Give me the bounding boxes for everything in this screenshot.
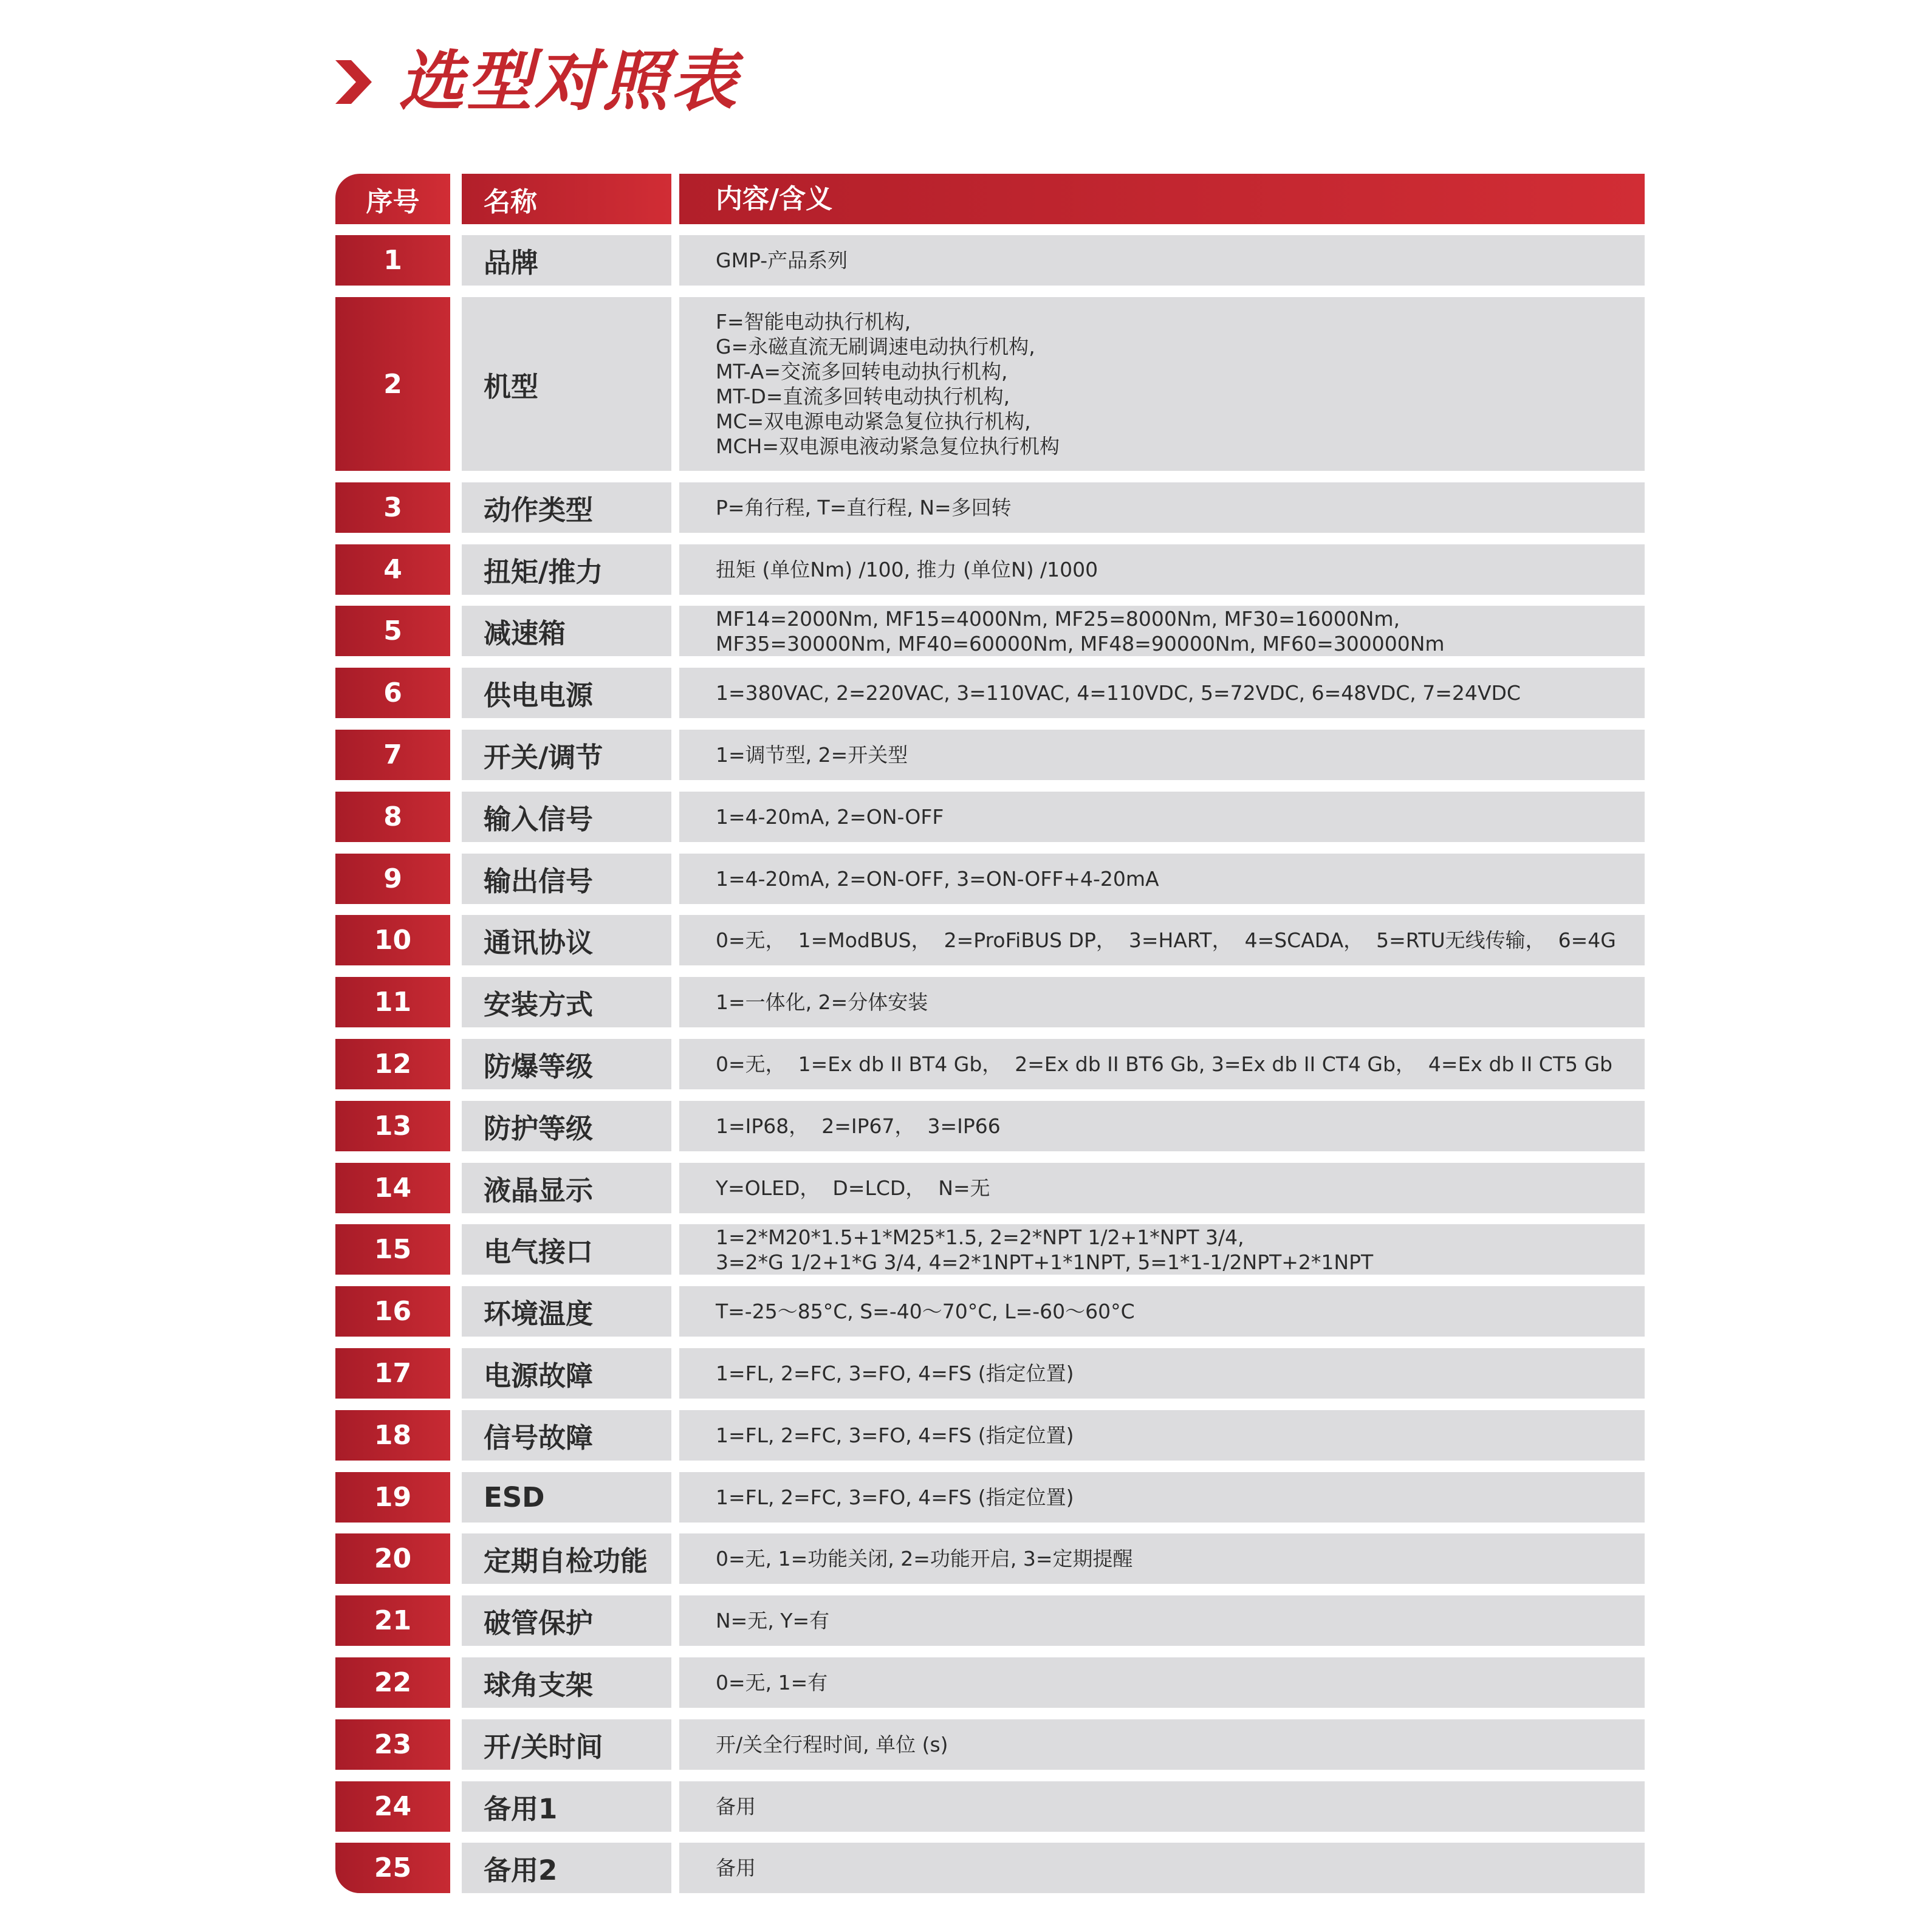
content-line: 1=4-20mA, 2=ON-OFF, 3=ON-OFF+4-20mA <box>716 867 1159 891</box>
row-content <box>679 1843 1645 1893</box>
row-num: 17 <box>335 1348 450 1399</box>
content-line: P=角行程, T=直行程, N=多回转 <box>716 496 1012 519</box>
row-num: 7 <box>335 730 450 780</box>
row-name: 减速箱 <box>462 606 671 656</box>
row-num: 14 <box>335 1163 450 1213</box>
row-num: 2 <box>335 297 450 471</box>
row-content <box>679 235 1645 286</box>
row-content <box>679 1719 1645 1770</box>
content-line: MF35=30000Nm, MF40=60000Nm, MF48=90000Nm, MF60=300000Nm <box>716 631 1445 656</box>
row-content <box>679 482 1645 533</box>
row-num: 11 <box>335 977 450 1027</box>
row-content <box>679 854 1645 904</box>
row-num: 22 <box>335 1657 450 1708</box>
row-num: 8 <box>335 792 450 842</box>
content-line: 开/关全行程时间, 单位 (s) <box>716 1733 948 1756</box>
content-line: MF14=2000Nm, MF15=4000Nm, MF25=8000Nm, MF30=16000Nm, <box>716 606 1400 631</box>
content-line: 1=FL, 2=FC, 3=FO, 4=FS (指定位置) <box>716 1362 1074 1385</box>
row-content <box>679 544 1645 595</box>
row-content <box>679 915 1645 965</box>
content-line: 0=无, 1=功能关闭, 2=功能开启, 3=定期提醒 <box>716 1547 1133 1571</box>
row-num: 9 <box>335 854 450 904</box>
content-line: 1=一体化, 2=分体安装 <box>716 990 928 1014</box>
row-name: 液晶显示 <box>462 1163 671 1213</box>
content-line: 1=4-20mA, 2=ON-OFF <box>716 805 944 829</box>
content-line: 0=无, 1=有 <box>716 1671 828 1694</box>
content-line: 0=无， 1=ModBUS， 2=ProFiBUS DP， 3=HART， 4=SCADA， 5=RTU无线传输， 6=4G <box>716 928 1616 952</box>
row-name: 电气接口 <box>462 1224 671 1275</box>
row-content <box>679 730 1645 780</box>
row-content <box>679 606 1645 656</box>
content-line: 1=IP68， 2=IP67， 3=IP66 <box>716 1114 1001 1138</box>
row-name: 防爆等级 <box>462 1039 671 1089</box>
row-name: 定期自检功能 <box>462 1533 671 1584</box>
row-content <box>679 1595 1645 1646</box>
row-num: 1 <box>335 235 450 286</box>
row-name: 扭矩/推力 <box>462 544 671 595</box>
content-line: 1=2*M20*1.5+1*M25*1.5, 2=2*NPT 1/2+1*NPT 3/4, <box>716 1225 1244 1249</box>
row-name: 电源故障 <box>462 1348 671 1399</box>
row-name: 安装方式 <box>462 977 671 1027</box>
header-content: 内容/含义 <box>679 174 1645 224</box>
row-name: 备用2 <box>462 1843 671 1893</box>
row-content <box>679 1781 1645 1832</box>
row-name: 动作类型 <box>462 482 671 533</box>
row-name: 输入信号 <box>462 792 671 842</box>
row-name: 开关/调节 <box>462 730 671 780</box>
row-name: 备用1 <box>462 1781 671 1832</box>
content-line: 0=无， 1=Ex db II BT4 Gb， 2=Ex db II BT6 Gb, 3=Ex db II CT4 Gb， 4=Ex db II CT5 Gb <box>716 1052 1612 1076</box>
content-line: 1=380VAC, 2=220VAC, 3=110VAC, 4=110VDC, 5=72VDC, 6=48VDC, 7=24VDC <box>716 681 1521 705</box>
row-name: 防护等级 <box>462 1101 671 1151</box>
row-num: 10 <box>335 915 450 965</box>
row-name: 供电电源 <box>462 668 671 718</box>
row-content <box>679 1286 1645 1337</box>
header-name: 名称 <box>462 174 671 224</box>
content-line: GMP-产品系列 <box>716 248 848 272</box>
row-num: 19 <box>335 1472 450 1523</box>
row-num: 16 <box>335 1286 450 1337</box>
row-name: 破管保护 <box>462 1595 671 1646</box>
content-line: F=智能电动执行机构, <box>716 310 911 334</box>
content-line: G=永磁直流无刷调速电动执行机构, <box>716 335 1035 358</box>
content-line: MT-D=直流多回转电动执行机构, <box>716 385 1010 408</box>
row-num: 23 <box>335 1719 450 1770</box>
content-line: MCH=双电源电液动紧急复位执行机构 <box>716 434 1060 458</box>
row-num: 21 <box>335 1595 450 1646</box>
row-num: 12 <box>335 1039 450 1089</box>
content-line: 备用 <box>716 1795 756 1818</box>
content-line: 1=FL, 2=FC, 3=FO, 4=FS (指定位置) <box>716 1485 1074 1509</box>
row-num: 4 <box>335 544 450 595</box>
content-line: 3=2*G 1/2+1*G 3/4, 4=2*1NPT+1*1NPT, 5=1*1-1/2NPT+2*1NPT <box>716 1250 1374 1274</box>
row-content <box>679 1410 1645 1461</box>
row-name: 球角支架 <box>462 1657 671 1708</box>
row-content <box>679 1657 1645 1708</box>
header-num: 序号 <box>335 174 450 224</box>
row-name: 品牌 <box>462 235 671 286</box>
row-num: 24 <box>335 1781 450 1832</box>
row-name: 通讯协议 <box>462 915 671 965</box>
content-line: 备用 <box>716 1856 756 1880</box>
row-content <box>679 1039 1645 1089</box>
content-line: N=无, Y=有 <box>716 1609 830 1632</box>
row-num: 6 <box>335 668 450 718</box>
row-num: 25 <box>335 1843 450 1893</box>
row-content <box>679 1101 1645 1151</box>
row-content <box>679 1533 1645 1584</box>
row-name: 输出信号 <box>462 854 671 904</box>
row-num: 20 <box>335 1533 450 1584</box>
row-content <box>679 1163 1645 1213</box>
row-name: 机型 <box>462 297 671 471</box>
row-name: 环境温度 <box>462 1286 671 1337</box>
row-num: 15 <box>335 1224 450 1275</box>
row-name: ESD <box>462 1472 671 1523</box>
row-content <box>679 668 1645 718</box>
row-content <box>679 297 1645 471</box>
title-bar <box>333 43 739 122</box>
row-num: 3 <box>335 482 450 533</box>
page-title: 选型对照表 <box>399 44 739 120</box>
content-line: 1=调节型, 2=开关型 <box>716 743 908 767</box>
row-num: 18 <box>335 1410 450 1461</box>
content-line: MT-A=交流多回转电动执行机构, <box>716 360 1008 383</box>
content-line: MC=双电源电动紧急复位执行机构, <box>716 409 1031 433</box>
row-name: 开/关时间 <box>462 1719 671 1770</box>
row-content <box>679 1224 1645 1275</box>
content-line: 1=FL, 2=FC, 3=FO, 4=FS (指定位置) <box>716 1423 1074 1447</box>
row-content <box>679 792 1645 842</box>
row-num: 13 <box>335 1101 450 1151</box>
row-content <box>679 1472 1645 1523</box>
row-name: 信号故障 <box>462 1410 671 1461</box>
row-num: 5 <box>335 606 450 656</box>
content-line: T=-25～85°C, S=-40～70°C, L=-60～60°C <box>716 1300 1135 1323</box>
content-line: 扭矩 (单位Nm) /100, 推力 (单位N) /1000 <box>716 558 1098 581</box>
row-content <box>679 1348 1645 1399</box>
content-line: Y=OLED， D=LCD， N=无 <box>716 1176 990 1200</box>
chevron-right-icon <box>333 59 374 105</box>
row-content <box>679 977 1645 1027</box>
